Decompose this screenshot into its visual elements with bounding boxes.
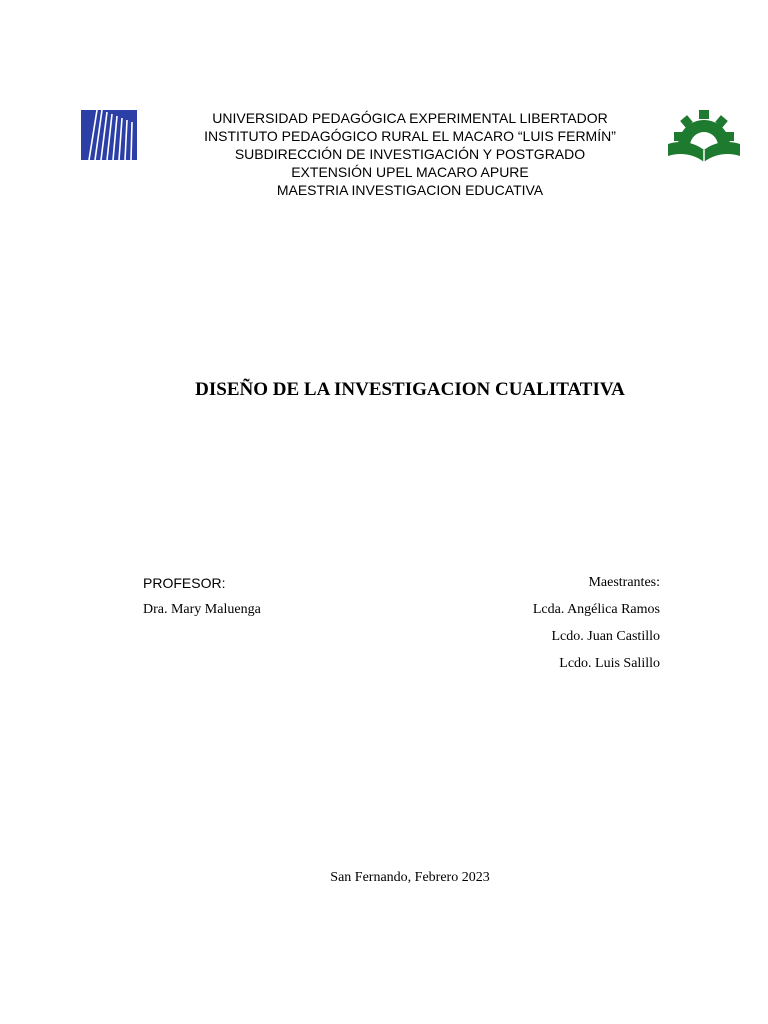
program-name: MAESTRIA INVESTIGACION EDUCATIVA	[276, 182, 544, 198]
institution-header	[140, 109, 680, 199]
subdirection-name: SUBDIRECCIÓN DE INVESTIGACIÓN Y POSTGRADO	[234, 146, 586, 162]
professor-name: Dra. Mary Maluenga	[143, 602, 261, 617]
students-label: Maestrantes:	[588, 575, 660, 590]
institute-name: INSTITUTO PEDAGÓGICO RURAL EL MACARO “LUIS FERMÍN”	[204, 128, 616, 144]
student-name: Lcdo. Juan Castillo	[551, 629, 660, 644]
students-block	[533, 574, 660, 682]
university-name: UNIVERSIDAD PEDAGÓGICA EXPERIMENTAL LIBERTADOR	[212, 110, 608, 126]
extension-name: EXTENSIÓN UPEL MACARO APURE	[291, 164, 529, 180]
student-name: Lcda. Angélica Ramos	[532, 602, 660, 617]
upel-logo-icon	[81, 110, 137, 160]
document-title: DISEÑO DE LA INVESTIGACION CUALITATIVA	[195, 379, 625, 400]
student-name: Lcdo. Luis Salillo	[559, 656, 660, 671]
professor-label: PROFESOR:	[143, 575, 226, 591]
place-date: San Fernando, Febrero 2023	[330, 870, 490, 885]
